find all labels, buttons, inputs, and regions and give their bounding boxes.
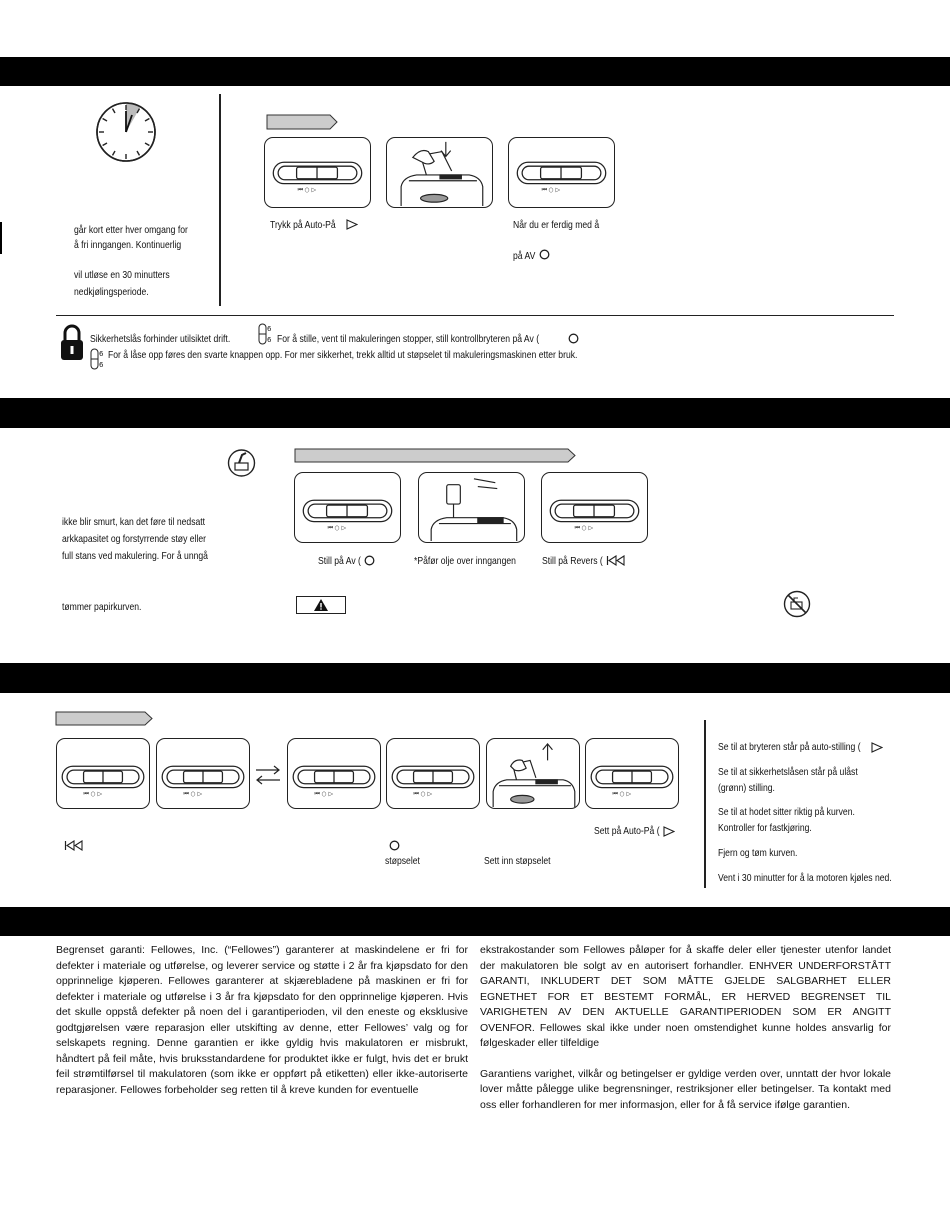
s2-left-line3: full stans ved makulering. For å unngå: [62, 550, 208, 562]
oil-bottle-icon: [227, 449, 256, 477]
warranty-col-2-p1: ekstrakostander som Fellowes påløper for å skaffe deler eller tjenester utenfor landet der makulatoren ble solgt av en autorisert forhandler. ENHVER UNDERFORSTÅTT GARANTI, INKLUDERT DET SOM MÅTTE GJELDE SALGBARHET ELLER EGNETHET FOR ET BESTEMT FORMÅL, ER HERVED BEGRENSET TIL VARIGHETEN AV DEN AKTUELLE GARANTIPERIODEN SOM ER ANGITT OVENFOR. Fellowes skal ikke under noen omstendighet kunne holdes ansvarlig for følgeskader eller tilfeldige: [480, 944, 891, 1049]
svg-text:⏮ ○ ▷: ⏮ ○ ▷: [183, 791, 203, 798]
edge-marker: [0, 222, 2, 254]
warning-triangle-icon: [296, 596, 346, 614]
svg-text:⏮ ○ ▷: ⏮ ○ ▷: [314, 791, 334, 798]
warranty-col-2: [480, 943, 891, 1113]
s1-lock-line1b: For å stille, vent til makuleringen stopper, still kontrollbryteren på Av (: [277, 333, 540, 345]
s1-lock-line1a: Sikkerhetslås forhinder utilsiktet drift.: [90, 333, 231, 345]
section-header-bar-1: [0, 57, 950, 86]
warranty-col-1-text: Begrenset garanti: Fellowes, Inc. (“Fellowes”) garanterer at maskindelene er fri for defekter i materiale og utførelse, og leverer service og støtte i 2 år fra kjøpsdato for den opprinnelige kjøperen. Fellowes garanterer at skjærebladene på maskinen er fri for defekter i materiale og utførelse i 3 år fra kjøpsdato for den opprinnelige kjøperen. Hvis det skulle oppstå defekter på noen del i garantiperioden, vil den eneste og eksklusive godtgjørelsen være reparasjon eller utskifting av denne, etter Fellowes’ valg og for selskapets regning. Denne garantien er ikke gyldig hvis makulatoren er misbrukt, håndtert på feil måte, hvis bruksstandardene for produktet ikke er fulgt, hvis det er brukt feil strømtilførsel til makulatoren (som ikke er oppført på etiketten) eller ikke-autoriserte reparasjoner. Fellowes forbeholder seg retten til å kreve kunden for eventuelle: [56, 944, 468, 1096]
warranty-col-2-p2: Garantiens varighet, vilkår og betingelser er gyldige verden over, unntatt der hvor lokale lover måtte pålegge ulike begrensninger, restriksjoner eller betingelser. Ta kontakt med oss eller forhandleren for mer informasjon, eller for å få service ifølge garantien.: [480, 1067, 891, 1111]
off-circle-icon-3: [364, 555, 375, 566]
clock-icon: [95, 101, 157, 163]
lock-switch-icon-2: [90, 348, 106, 370]
s1-left-line1: går kort etter hver omgang for: [74, 224, 188, 236]
reverse-icon: [606, 555, 626, 566]
off-circle-icon-4: [389, 840, 400, 851]
reverse-icon-2: [64, 840, 84, 851]
svg-text:⏮ ○ ▷: ⏮ ○ ▷: [413, 791, 433, 798]
s2-caption-reverse: Still på Revers (: [542, 555, 603, 567]
svg-text:⏮ ○ ▷: ⏮ ○ ▷: [612, 791, 632, 798]
checklist-item-1: Se til at bryteren står på auto-stilling (: [718, 741, 861, 753]
s3-remove-paper-panel: [486, 738, 580, 809]
checklist-item-2b: (grønn) stilling.: [718, 782, 775, 794]
swap-arrows-icon: [254, 763, 282, 787]
s1-left-line4: nedkjølingsperiode.: [74, 286, 149, 298]
svg-text:6: 6: [99, 350, 104, 358]
s3-switch-panel-5: [585, 738, 679, 809]
checklist-item-5: Vent i 30 minutter for å la motoren kjøles ned.: [718, 872, 892, 884]
no-aerosol-icon: [783, 590, 811, 618]
s2-left-line1: ikke blir smurt, kan det føre til nedsatt: [62, 516, 206, 528]
s1-switch-panel-1: [264, 137, 371, 208]
section-header-bar-3: [0, 663, 950, 693]
s1-left-line2: å fri inngangen. Kontinuerlig: [74, 239, 182, 251]
checklist-item-4: Fjern og tøm kurven.: [718, 847, 798, 859]
s2-left-line4: tømmer papirkurven.: [62, 601, 142, 613]
s3-switch-panel-2: [156, 738, 250, 809]
s3-caption-plug-in: Sett inn støpselet: [484, 855, 551, 867]
s3-caption-plug-out: støpselet: [385, 855, 420, 867]
s1-step-banner: [266, 114, 338, 130]
svg-text:⏮ ○ ▷: ⏮ ○ ▷: [574, 525, 594, 532]
svg-text:6: 6: [99, 361, 104, 369]
s1-left-line3: vil utløse en 30 minutters: [74, 269, 170, 281]
s1-insert-paper-panel: [386, 137, 493, 208]
svg-text:⏮ ○ ▷: ⏮ ○ ▷: [83, 791, 103, 798]
warranty-col-1: [56, 943, 468, 1098]
padlock-icon: [60, 323, 84, 361]
s3-switch-panel-4: [386, 738, 480, 809]
svg-text:6: 6: [267, 325, 272, 333]
s3-divider: [704, 720, 706, 888]
s2-left-line2: arkkapasitet og forstyrrende støy eller: [62, 533, 207, 545]
checklist-item-3b: Kontroller for fastkjøring.: [718, 822, 812, 834]
svg-text:⏮ ○ ▷: ⏮ ○ ▷: [327, 525, 347, 532]
s3-switch-panel-3: [287, 738, 381, 809]
off-circle-icon: [539, 249, 550, 260]
play-icon: [346, 219, 358, 230]
s2-switch-panel-1: [294, 472, 401, 543]
s2-caption-off: Still på Av (: [318, 555, 361, 567]
s2-oil-panel: [418, 472, 525, 543]
off-circle-icon-2: [568, 333, 579, 344]
s3-step-banner: [55, 711, 153, 726]
lock-switch-icon-1: [258, 323, 274, 345]
s2-switch-panel-2: [541, 472, 648, 543]
s1-caption-auto-on: Trykk på Auto-På: [270, 219, 336, 231]
s2-caption-oil: *Påfør olje over inngangen: [414, 555, 516, 567]
checklist-item-2: Se til at sikkerhetslåsen står på ulåst: [718, 766, 858, 778]
play-icon-2: [663, 826, 675, 837]
svg-text:6: 6: [267, 336, 272, 344]
play-icon-3: [871, 742, 883, 753]
checklist-item-3: Se til at hodet sitter riktig på kurven.: [718, 806, 855, 818]
s1-lock-line2: For å låse opp føres den svarte knappen opp. For mer sikkerhet, trekk alltid ut støpselet til makuleringsmaskinen etter bruk.: [108, 349, 578, 361]
s3-caption-auto-on: Sett på Auto-På (: [594, 825, 660, 837]
s2-step-banner: [294, 448, 576, 463]
section-header-bar-4: [0, 907, 950, 936]
section-header-bar-2: [0, 398, 950, 428]
s1-divider: [219, 94, 221, 306]
s1-switch-panel-2: [508, 137, 615, 208]
s1-caption-done-1: Når du er ferdig med å: [513, 219, 600, 231]
svg-text:⏮ ○ ▷: ⏮ ○ ▷: [541, 187, 561, 194]
s1-caption-done-2: på AV: [513, 250, 536, 262]
s1-bottom-rule: [56, 315, 894, 316]
s3-switch-panel-1: [56, 738, 150, 809]
svg-text:⏮ ○ ▷: ⏮ ○ ▷: [297, 187, 317, 194]
